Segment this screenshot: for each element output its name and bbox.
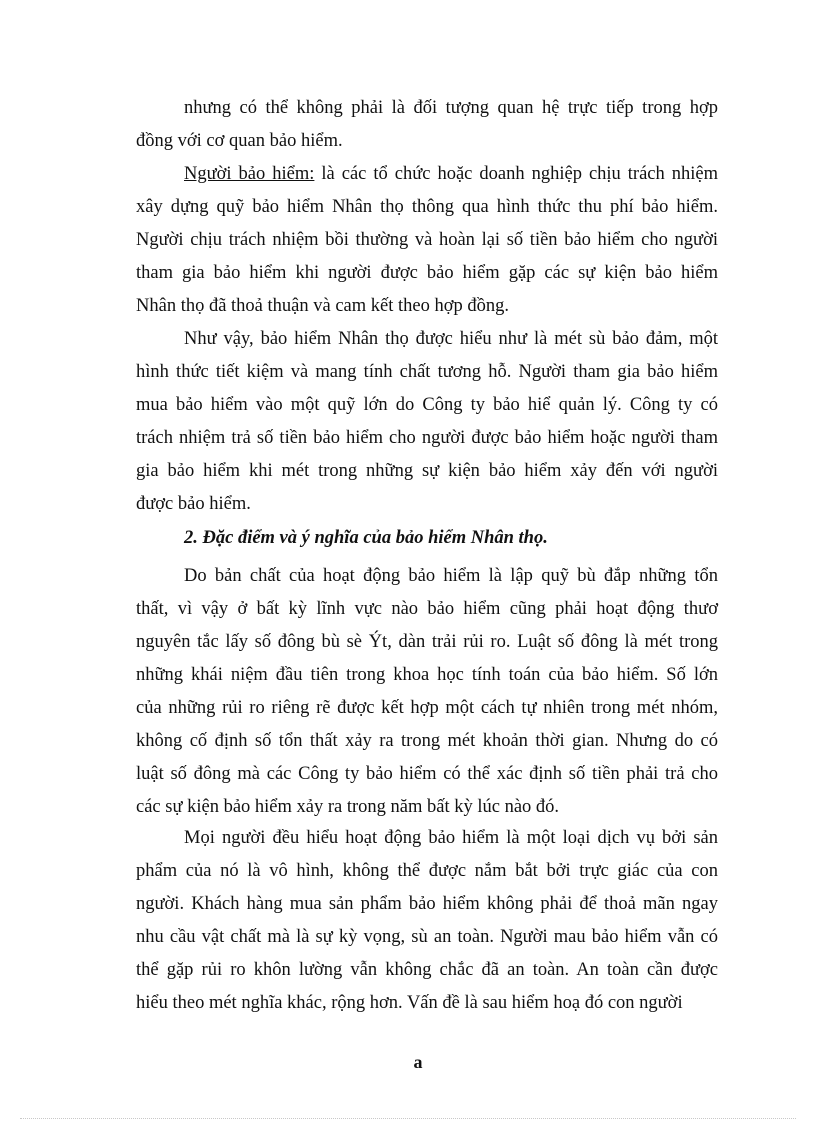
page-number: a bbox=[413, 1052, 423, 1072]
text-line: gia bảo hiểm khi mét trong những sự kiện bảo hiểm xảy đến với người bbox=[136, 461, 718, 481]
text-line: trách nhiệm trả số tiền bảo hiểm cho người được bảo hiểm hoặc người tham bbox=[136, 428, 718, 448]
text-line: của những rủi ro riêng rẽ được kết hợp một cách tự nhiên trong mét nhóm, bbox=[136, 698, 718, 718]
text-line: hiểu theo mét nghĩa khác, rộng hơn. Vấn đề là sau hiểm hoạ đó con người bbox=[136, 993, 683, 1013]
text-line: được bảo hiểm. bbox=[136, 494, 251, 514]
insurer-term: Người bảo hiểm: bbox=[184, 164, 315, 184]
text-line: đồng với cơ quan bảo hiểm. bbox=[136, 131, 343, 151]
text-line: Nhân thọ đã thoả thuận và cam kết theo hợp đồng. bbox=[136, 296, 510, 316]
text-line: thể gặp rủi ro khôn lường vẫn không chắc đã an toàn. An toàn cần được bbox=[136, 960, 718, 980]
text-line: không cố định số tổn thất xảy ra trong mét khoản thời gian. Nhưng do có bbox=[136, 731, 718, 751]
text-line: người. Khách hàng mua sản phẩm bảo hiểm không phải để thoả mãn ngay bbox=[136, 894, 718, 914]
definition-line bbox=[184, 158, 718, 191]
text-line: nhu cầu vật chất mà là sự kỳ vọng, sù an toàn. Người mau bảo hiểm vẫn có bbox=[136, 927, 718, 947]
text-line: nguyên tắc lấy số đông bù sè Ýt, dàn trải rủi ro. Luật số đông là mét trong bbox=[136, 632, 718, 652]
text-line: phẩm của nó là vô hình, không thể được nắm bắt bởi trực giác của con bbox=[136, 861, 718, 881]
text-line: Do bản chất của hoạt động bảo hiểm là lập quỹ bù đắp những tổn bbox=[184, 566, 718, 586]
text-line: Như vậy, bảo hiểm Nhân thọ được hiểu như là mét sù bảo đảm, một bbox=[184, 329, 718, 349]
text-line: Người chịu trách nhiệm bồi thường và hoàn lại số tiền bảo hiểm cho người bbox=[136, 230, 718, 250]
text-line: những khái niệm đầu tiên trong khoa học tính toán của bảo hiểm. Số lớn bbox=[136, 665, 718, 685]
definition-text: là các tổ chức hoặc doanh nghiệp chịu trách nhiệm bbox=[321, 164, 719, 184]
text-line: hình thức tiết kiệm và mang tính chất tương hỗ. Người tham gia bảo hiểm bbox=[136, 362, 718, 382]
text-line: thất, vì vậy ở bất kỳ lĩnh vực nào bảo hiểm cũng phải hoạt động thươ bbox=[136, 599, 718, 619]
section-heading: 2. Đặc điểm và ý nghĩa của bảo hiểm Nhân thọ. bbox=[184, 528, 548, 548]
text-line: Mọi người đều hiểu hoạt động bảo hiểm là một loại dịch vụ bởi sản bbox=[184, 828, 718, 848]
text-line: xây dựng quỹ bảo hiểm Nhân thọ thông qua hình thức thu phí bảo hiểm. bbox=[136, 197, 718, 217]
text-line: luật số đông mà các Công ty bảo hiểm có thể xác định số tiền phải trả cho bbox=[136, 764, 718, 784]
text-line: nhưng có thể không phải là đối tượng quan hệ trực tiếp trong hợp bbox=[184, 98, 718, 118]
text-line: các sự kiện bảo hiểm xảy ra trong năm bất kỳ lúc nào đó. bbox=[136, 797, 560, 817]
text-line: tham gia bảo hiểm khi người được bảo hiểm gặp các sự kiện bảo hiểm bbox=[136, 263, 718, 283]
footer-divider bbox=[20, 1118, 796, 1119]
text-line: mua bảo hiểm vào một quỹ lớn do Công ty bảo hiể quản lý. Công ty có bbox=[136, 395, 718, 415]
